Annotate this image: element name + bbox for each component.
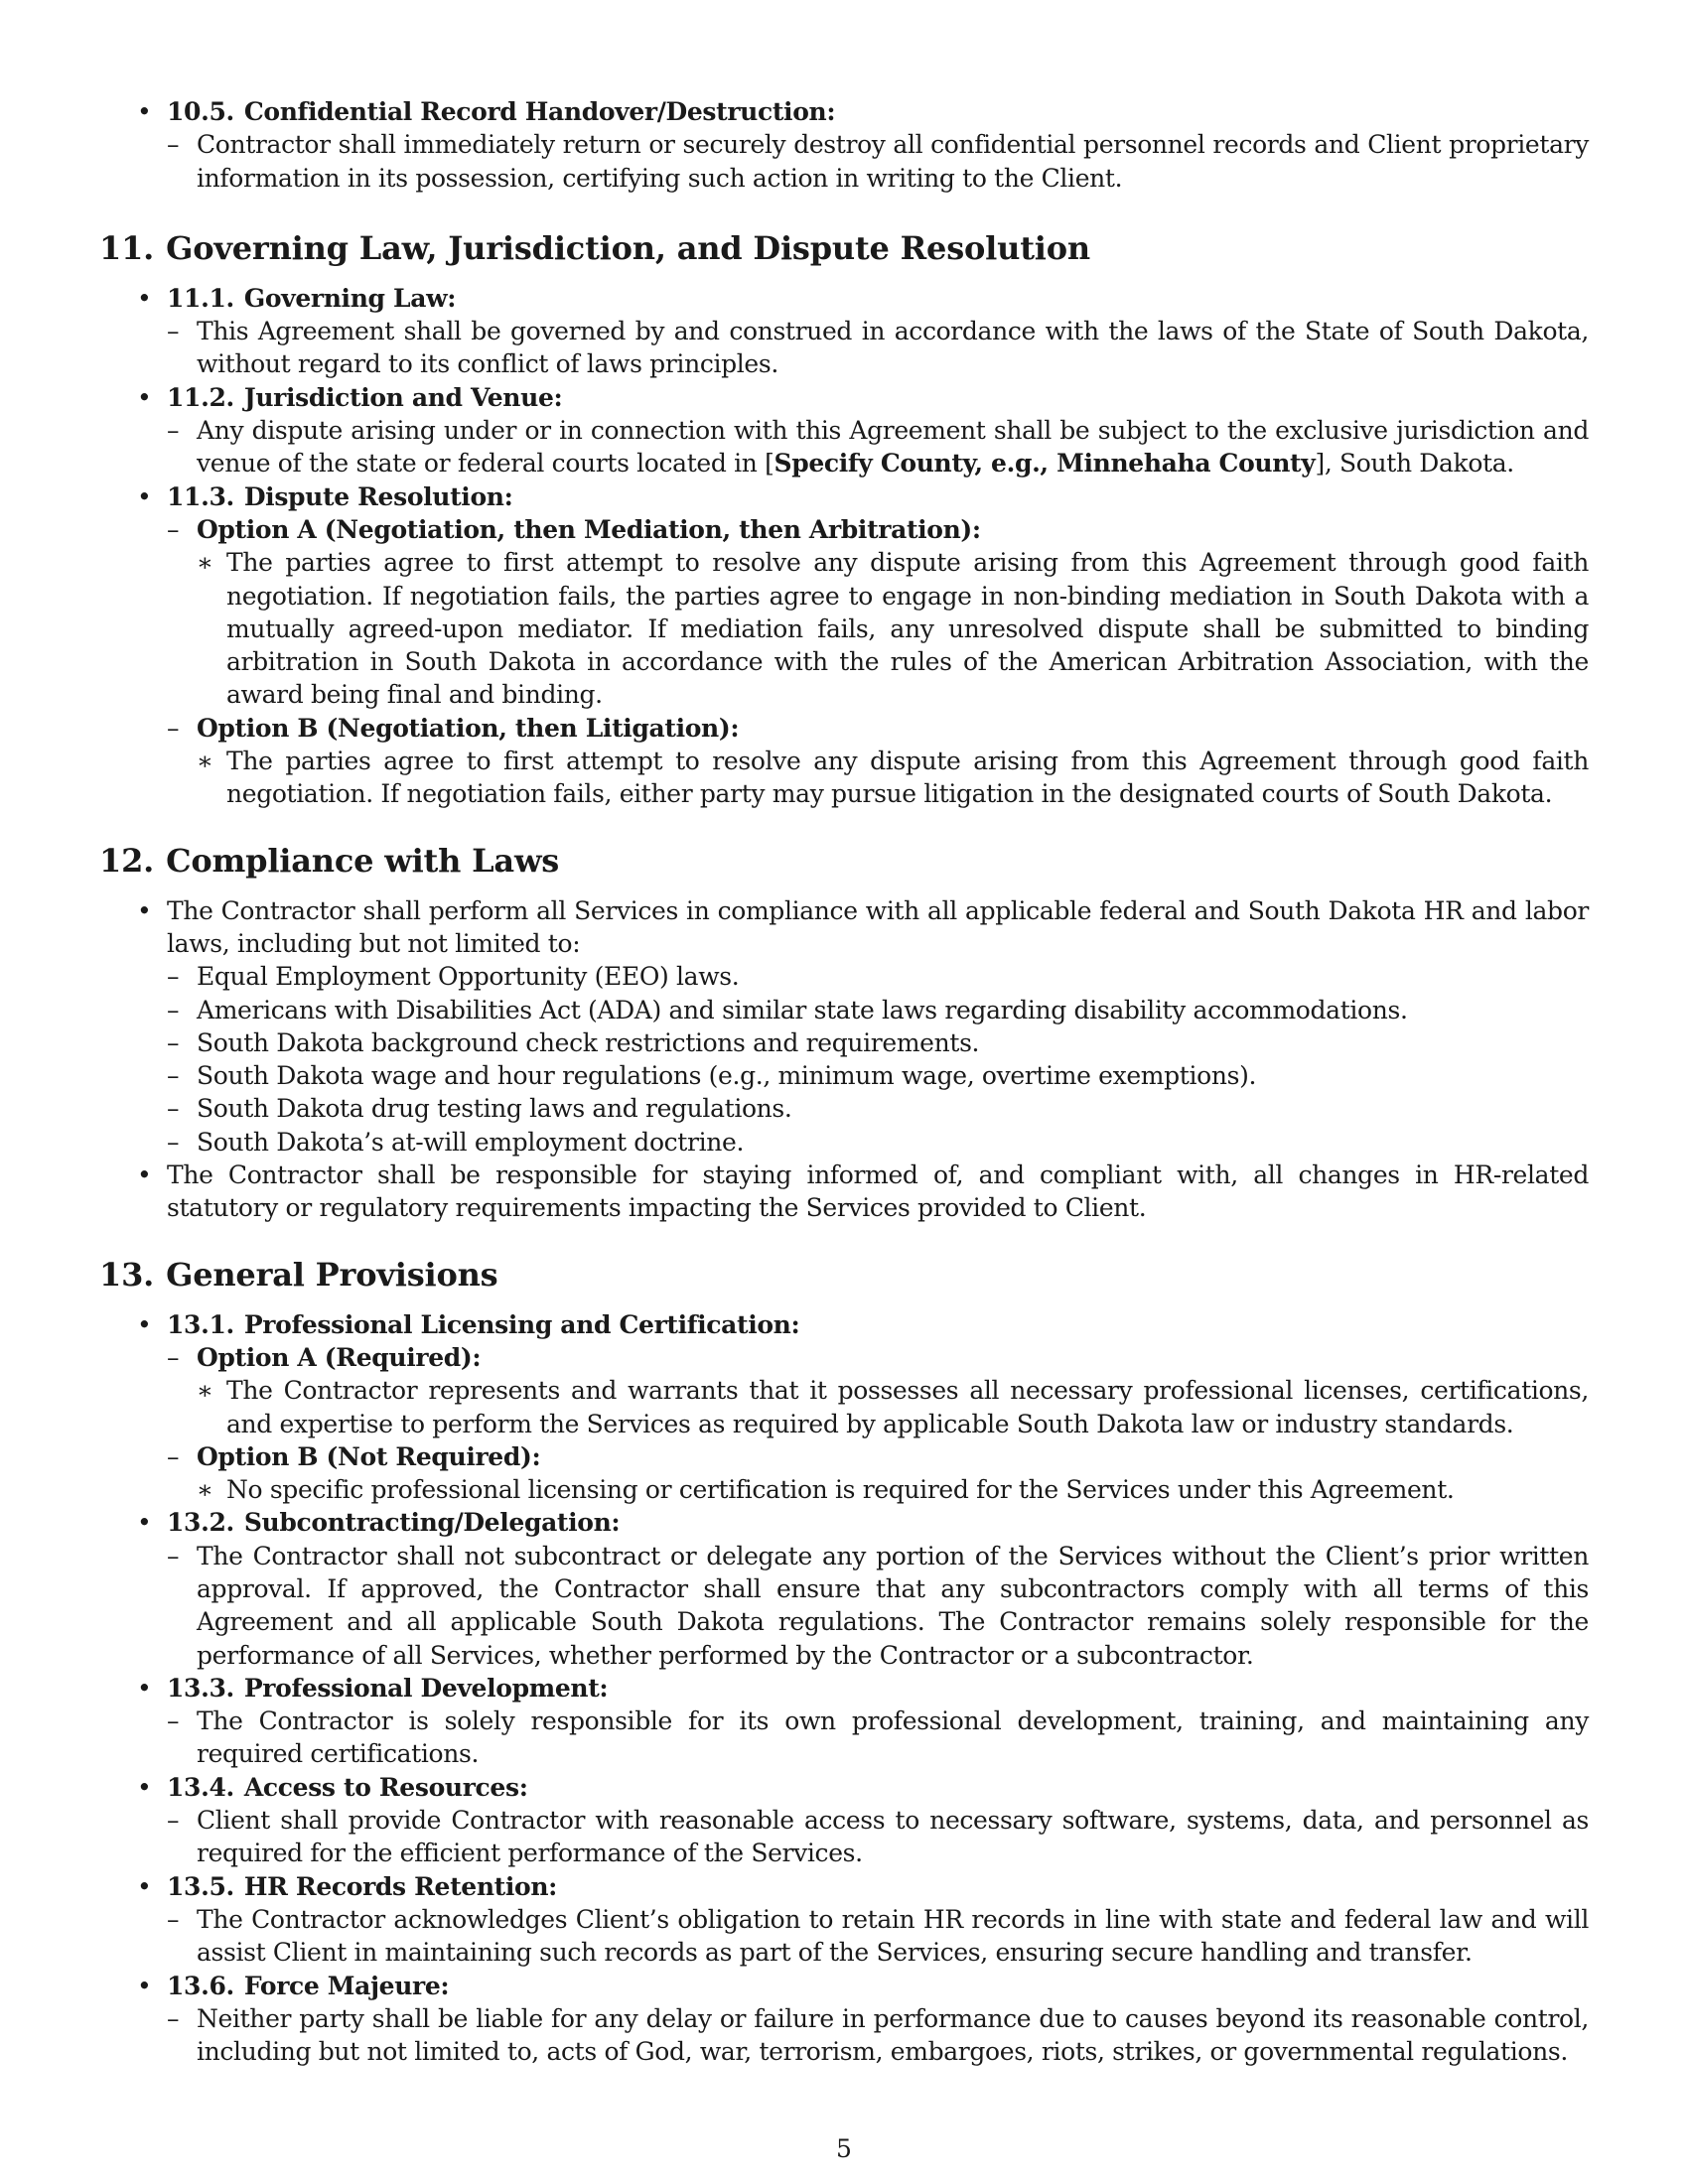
item-10-5: [99, 95, 1589, 195]
item-13-2: • 13.2. Subcontracting/Delegation: – The Contractor shall not subcontract or delegate any portion of the Services without the Client’s prior written approval. If approved, the Contractor shall ensure that any subcontractors comply with all terms of this Agreement and all applicable South Dakota regulations. The Contractor remains solely responsible for the performance of all Services, whether performed by the Contractor or a subcontractor.: [99, 1506, 1589, 1671]
item-13-4: • 13.4. Access to Resources: – Client shall provide Contractor with reasonable access to necessary software, systems, data, and personnel as required for the efficient performance of the Services.: [99, 1771, 1589, 1870]
item-13-3-text: – The Contractor is solely responsible for its own professional development, training, and maintaining any required certifications.: [167, 1705, 1589, 1771]
section-12-heading: 12. Compliance with Laws: [99, 841, 560, 880]
item-10-5-text: – Contractor shall immediately return or securely destroy all confidential personnel records and Client proprietary information in its possession, certifying such action in writing to the Client.: [167, 128, 1589, 195]
item-11-1: • 11.1. Governing Law: – This Agreement shall be governed by and construed in accordance with the laws of the State of South Dakota, without regard to its conflict of laws principles.: [99, 282, 1589, 381]
item-11-2: • 11.2. Jurisdiction and Venue: – Any dispute arising under or in connection with this Agreement shall be subject to the exclusive jurisdiction and venue of the state or federal courts located in [Specify County, e.g., Minnehaha County], South Dakota.: [99, 381, 1589, 480]
item-13-1: • 13.1. Professional Licensing and Certification: – Option A (Required): ∗ The Contractor represents and warrants that it possesses all necessary professional licenses, certifications, and expertise to perform the Services as required by applicable South Dakota law or industry standards. – Option B (Not Required): ∗ No specific professional licensing or certification is required for the Services under this Agreement.: [99, 1308, 1589, 1507]
section-12-list: [99, 894, 1589, 1225]
item-13-6-text: – Neither party shall be liable for any delay or failure in performance due to causes beyond its reasonable control, including but not limited to, acts of God, war, terrorism, embargoes, riots, strikes, or governmental regulations.: [167, 2002, 1589, 2069]
law-item: – Equal Employment Opportunity (EEO) laws.: [167, 960, 1589, 993]
page-number: 5: [836, 2134, 852, 2163]
law-item: – South Dakota’s at-will employment doctrine.: [167, 1126, 1589, 1159]
law-item: – Americans with Disabilities Act (ADA) and similar state laws regarding disability accommodations.: [167, 994, 1589, 1026]
placeholder-county: Specify County, e.g., Minnehaha County: [774, 449, 1316, 478]
option-b-text: ∗ The parties agree to first attempt to resolve any dispute arising from this Agreement through good faith negotiation. If negotiation fails, either party may pursue litigation in the designated courts of South Dakota.: [197, 745, 1589, 811]
item-13-6: • 13.6. Force Majeure: – Neither party shall be liable for any delay or failure in performance due to causes beyond its reasonable control, including but not limited to, acts of God, war, terrorism, embargoes, riots, strikes, or governmental regulations.: [99, 1970, 1589, 2069]
compliance-intro: • The Contractor shall perform all Services in compliance with all applicable federal and South Dakota HR and labor laws, including but not limited to: – Equal Employment Opportunity (EEO) laws. – Americans with Disabilities Act (ADA) and similar state laws regarding disability accommodations. – South Dakota background check restrictions and requirements. – South Dakota wage and hour regulations (e.g., minimum wage, overtime exemptions). – South Dakota drug testing laws and regulations. – South Dakota’s at-will employment doctrine.: [99, 894, 1589, 1159]
option-b-text: ∗ No specific professional licensing or certification is required for the Services under this Agreement.: [197, 1473, 1589, 1506]
document-page: [99, 95, 1589, 2068]
item-11-1-text: – This Agreement shall be governed by and construed in accordance with the laws of the State of South Dakota, without regard to its conflict of laws principles.: [167, 315, 1589, 381]
item-title: Confidential Record Handover/Destruction:: [243, 97, 836, 126]
item-number: 10.5.: [167, 97, 234, 126]
item-13-5: • 13.5. HR Records Retention: – The Contractor acknowledges Client’s obligation to retain HR records in line with state and federal law and will assist Client in maintaining such records as part of the Services, ensuring secure handling and transfer.: [99, 1870, 1589, 1970]
item-11-2-text: – Any dispute arising under or in connection with this Agreement shall be subject to the exclusive jurisdiction and venue of the state or federal courts located in [Specify County, e.g., Minnehaha County], South Dakota.: [167, 414, 1589, 480]
item-13-3: • 13.3. Professional Development: – The Contractor is solely responsible for its own professional development, training, and maintaining any required certifications.: [99, 1672, 1589, 1771]
item-11-3: • 11.3. Dispute Resolution: – Option A (Negotiation, then Mediation, then Arbitration): ∗ The parties agree to first attempt to resolve any dispute arising from this Agreement through good faith negotiation. If negotiation fails, the parties agree to engage in non-binding mediation in South Dakota with a mutually agreed-upon mediator. If mediation fails, any unresolved dispute shall be submitted to binding arbitration in South Dakota in accordance with the rules of the American Arbitration Association, with the award being final and binding. – Option B (Negotiation, then Litigation): ∗ The parties agree to first attempt to resolve any dispute arising from this Agreement through good faith negotiation. If negotiation fails, either party may pursue litigation in the designated courts of South Dakota.: [99, 480, 1589, 811]
item-13-5-text: – The Contractor acknowledges Client’s obligation to retain HR records in line with state and federal law and will assist Client in maintaining such records as part of the Services, ensuring secure handling and transfer.: [167, 1903, 1589, 1970]
option-a-text: ∗ The Contractor represents and warrants that it possesses all necessary professional licenses, certifications, and expertise to perform the Services as required by applicable South Dakota law or industry standards.: [197, 1374, 1589, 1440]
option-a-text: ∗ The parties agree to first attempt to resolve any dispute arising from this Agreement through good faith negotiation. If negotiation fails, the parties agree to engage in non-binding mediation in South Dakota with a mutually agreed-upon mediator. If mediation fails, any unresolved dispute shall be submitted to binding arbitration in South Dakota in accordance with the rules of the American Arbitration Association, with the award being final and binding.: [197, 546, 1589, 711]
section-11-heading: 11. Governing Law, Jurisdiction, and Dispute Resolution: [99, 228, 1090, 267]
option-b: – Option B (Negotiation, then Litigation): ∗ The parties agree to first attempt to resolve any dispute arising from this Agreement through good faith negotiation. If negotiation fails, either party may pursue litigation in the designated courts of South Dakota.: [167, 712, 1589, 811]
item-13-4-text: – Client shall provide Contractor with reasonable access to necessary software, systems, data, and personnel as required for the efficient performance of the Services.: [167, 1804, 1589, 1870]
law-item: – South Dakota background check restrictions and requirements.: [167, 1026, 1589, 1059]
item-13-2-text: – The Contractor shall not subcontract or delegate any portion of the Services without the Client’s prior written approval. If approved, the Contractor shall ensure that any subcontractors comply with all terms of this Agreement and all applicable South Dakota regulations. The Contractor remains solely responsible for the performance of all Services, whether performed by the Contractor or a subcontractor.: [167, 1540, 1589, 1672]
law-item: – South Dakota drug testing laws and regulations.: [167, 1092, 1589, 1125]
section-13-heading: 13. General Provisions: [99, 1255, 498, 1294]
compliance-outro: • The Contractor shall be responsible for staying informed of, and compliant with, all changes in HR-related statutory or regulatory requirements impacting the Services provided to Client.: [99, 1159, 1589, 1225]
option-a: – Option A (Negotiation, then Mediation, then Arbitration): ∗ The parties agree to first attempt to resolve any dispute arising from this Agreement through good faith negotiation. If negotiation fails, the parties agree to engage in non-binding mediation in South Dakota with a mutually agreed-upon mediator. If mediation fails, any unresolved dispute shall be submitted to binding arbitration in South Dakota in accordance with the rules of the American Arbitration Association, with the award being final and binding.: [167, 513, 1589, 712]
section-11-list: [99, 282, 1589, 811]
option-a: – Option A (Required): ∗ The Contractor represents and warrants that it possesses all necessary professional licenses, certifications, and expertise to perform the Services as required by applicable South Dakota law or industry standards.: [167, 1341, 1589, 1440]
option-b: – Option B (Not Required): ∗ No specific professional licensing or certification is required for the Services under this Agreement.: [167, 1440, 1589, 1507]
section-13-list: [99, 1308, 1589, 2069]
law-item: – South Dakota wage and hour regulations (e.g., minimum wage, overtime exemptions).: [167, 1059, 1589, 1092]
section-10-list: [99, 95, 1589, 195]
